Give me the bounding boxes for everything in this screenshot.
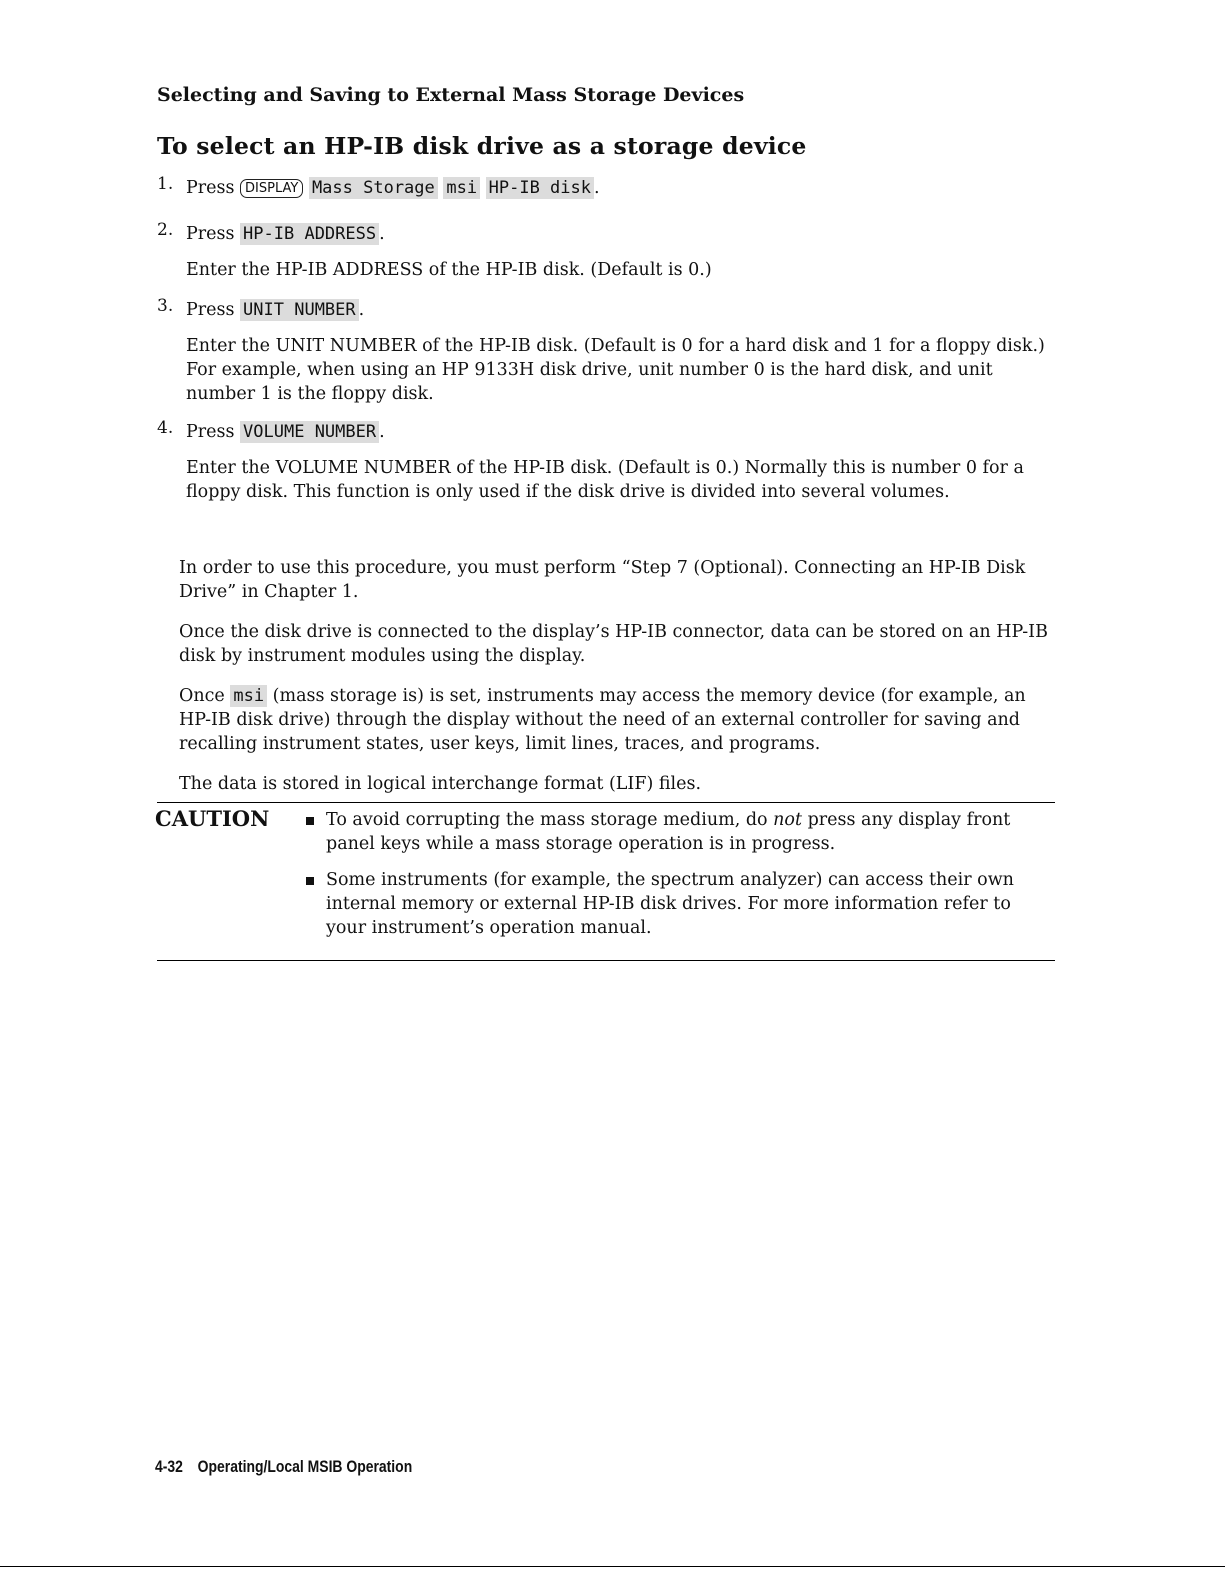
press-label: Press [186,422,235,442]
step-number: 1. [157,174,174,194]
page-bottom-rule [0,1566,1225,1567]
caution-text: To avoid corrupting the mass storage medium, do [326,810,768,830]
step-end: . [358,300,365,320]
page-footer [155,1457,412,1477]
paragraph-lif: The data is stored in logical interchange format (LIF) files. [179,774,702,794]
paragraph-msi-start: Once [179,686,225,706]
step-1 [157,176,1057,222]
step-note: Enter the VOLUME NUMBER of the HP-IB disk. (Default is 0.) Normally this is number 0 for a floppy disk. This function is only used if the disk drive is divided into several volumes. [186,458,1024,502]
hpib-address-softkey: HP-IB ADDRESS [240,223,379,245]
page-number: 4-32 [155,1457,183,1476]
paragraph-msi [179,684,1059,756]
paragraph-msi-rest: (mass storage is) is set, instruments may access the memory device (for example, an HP-IB disk drive) through the display without the need of an external controller for saving and recalling instrument states, user keys, limit lines, traces, and programs. [179,686,1026,754]
unit-number-softkey: UNIT NUMBER [240,299,359,321]
mass-storage-softkey: Mass Storage [309,177,438,199]
step-2 [157,222,1057,298]
step-instruction [186,298,1057,322]
step-note: Enter the UNIT NUMBER of the HP-IB disk. (Default is 0 for a hard disk and 1 for a floppy disk.) For example, when using an HP 9133H disk drive, unit number 0 is the hard disk, and unit number 1 is the floppy disk. [186,336,1045,404]
chapter-title: Operating/Local MSIB Operation [197,1457,413,1476]
caution-bottom-rule [157,960,1055,961]
msi-softkey: msi [443,177,480,199]
step-4 [157,420,1057,504]
step-note: Enter the HP-IB ADDRESS of the HP-IB disk. (Default is 0.) [186,260,712,280]
step-number: 4. [157,418,174,438]
press-label: Press [186,224,235,244]
caution-text: Some instruments (for example, the spectrum analyzer) can access their own internal memory or external HP-IB disk drives. For more information refer to your instrument’s operation manual. [326,870,1014,938]
display-hardkey: DISPLAY [240,179,303,198]
procedure-steps [157,176,1057,504]
step-3 [157,298,1057,420]
caution-top-rule [157,802,1055,803]
caution-item [306,868,1056,940]
step-end: . [379,224,385,244]
body-paragraphs [179,556,1059,812]
caution-label: CAUTION [155,806,270,831]
press-label: Press [186,300,235,320]
section-title: To select an HP-IB disk drive as a storage device [157,132,807,160]
square-bullet-icon [306,877,314,885]
press-label: Press [186,178,235,198]
square-bullet-icon [306,817,314,825]
msi-softkey-inline: msi [230,685,267,707]
paragraph-connection: Once the disk drive is connected to the display’s HP-IB connector, data can be stored on an HP-IB disk by instrument modules using the display. [179,622,1048,666]
running-head: Selecting and Saving to External Mass Storage Devices [157,84,745,106]
step-instruction [186,176,1057,200]
caution-list [306,808,1056,952]
paragraph-prerequisite: In order to use this procedure, you must perform “Step 7 (Optional). Connecting an HP-IB Disk Drive” in Chapter 1. [179,558,1026,602]
caution-text: press any display front panel keys while a mass storage operation is in progress. [326,810,1011,854]
caution-item [306,808,1056,856]
caution-emphasis: not [773,810,802,830]
step-instruction [186,222,1057,246]
step-number: 3. [157,296,174,316]
hpib-disk-softkey: HP-IB disk [486,177,594,199]
step-number: 2. [157,220,174,240]
volume-number-softkey: VOLUME NUMBER [240,421,379,443]
step-end: . [594,178,600,198]
step-instruction [186,420,1057,444]
step-end: . [379,422,385,442]
